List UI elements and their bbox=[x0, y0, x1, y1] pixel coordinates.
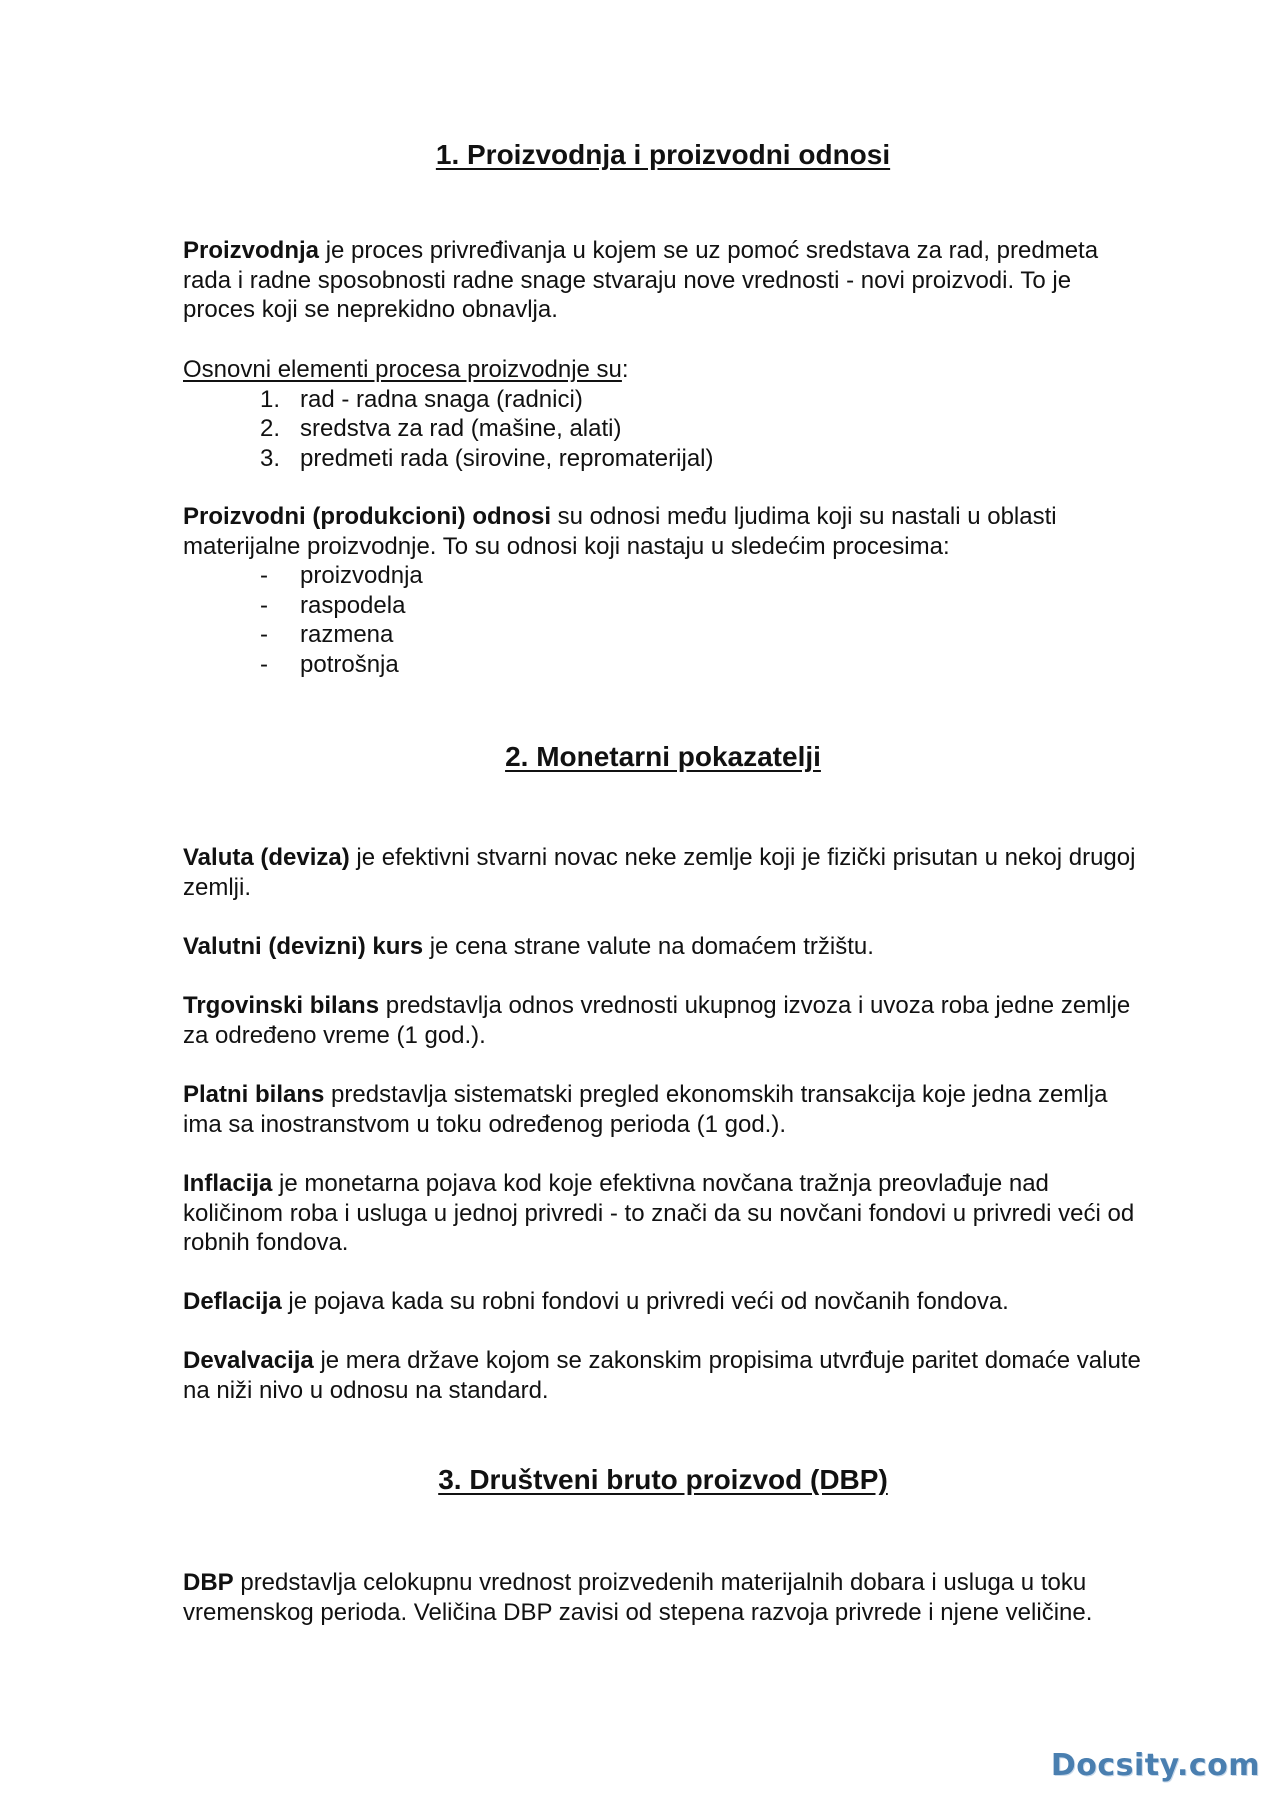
definition-trgovinski-bilans bbox=[183, 991, 1143, 1050]
list-dash: - bbox=[260, 621, 268, 648]
list-item-text: rad - radna snaga (radnici) bbox=[300, 385, 583, 413]
definition-text: je monetarna pojava kod koje efektivna novčana tražnja preovlađuje nad količinom roba i usluga u jednoj privredi - to znači da su novčani fondovi u privredi veći od robnih fondova. bbox=[183, 1170, 1135, 1256]
term: Inflacija bbox=[183, 1170, 273, 1197]
term-dbp: DBP bbox=[183, 1569, 234, 1596]
paragraph-proizvodnja bbox=[183, 236, 1143, 325]
definition-deflacija bbox=[183, 1287, 1143, 1317]
term: Deflacija bbox=[183, 1288, 282, 1315]
processes-list bbox=[183, 561, 1143, 679]
elements-colon: : bbox=[621, 356, 629, 383]
paragraph-odnosi bbox=[183, 502, 1143, 679]
list-item bbox=[183, 385, 1143, 415]
list-dash: - bbox=[260, 562, 268, 589]
definition-devalvacija bbox=[183, 1346, 1143, 1405]
definition-dbp: predstavlja celokupnu vrednost proizvedenih materijalnih dobara i usluga u toku vremenskog perioda. Veličina DBP zavisi od stepena razvoja privrede i njene veličine. bbox=[183, 1569, 1093, 1626]
definition-proizvodnja: je proces privređivanja u kojem se uz pomoć sredstava za rad, predmeta rada i radne sposobnosti radne snage stvaraju nove vrednosti - novi proizvodi. To je proces koji se neprekidno obnavlja. bbox=[183, 237, 1099, 323]
list-item-text: razmena bbox=[300, 621, 394, 648]
paragraph-dbp bbox=[183, 1568, 1143, 1627]
list-number: 1. bbox=[260, 385, 281, 413]
definition-text: predstavlja odnos vrednosti ukupnog izvoza i uvoza roba jedne zemlje za određeno vreme (1 god.). bbox=[183, 992, 1131, 1049]
elements-label: Osnovni elementi procesa proizvodnje su bbox=[183, 356, 622, 383]
definition-proizvodni-odnosi: su odnosi među ljudima koji su nastali u oblasti materijalne proizvodnje. To su odnosi koji nastaju u sledećim procesima: bbox=[183, 503, 1057, 560]
definition-valuta bbox=[183, 843, 1143, 902]
list-dash: - bbox=[260, 650, 268, 678]
list-dash: - bbox=[260, 591, 268, 619]
term: Platni bilans bbox=[183, 1081, 325, 1108]
list-item bbox=[183, 650, 1143, 680]
list-item-text: predmeti rada (sirovine, repromaterijal) bbox=[300, 444, 714, 472]
list-item-text: proizvodnja bbox=[300, 562, 423, 589]
list-item-text: potrošnja bbox=[300, 650, 399, 678]
list-item-text: sredstva za rad (mašine, alati) bbox=[300, 415, 622, 442]
elements-block bbox=[183, 355, 1143, 473]
term: Valuta (deviza) bbox=[183, 844, 350, 871]
term: Trgovinski bilans bbox=[183, 992, 380, 1019]
list-item-text: raspodela bbox=[300, 591, 406, 619]
definition-text: je cena strane valute na domaćem tržištu. bbox=[423, 933, 874, 960]
definition-text: je pojava kada su robni fondovi u privredi veći od novčanih fondova. bbox=[281, 1288, 1009, 1315]
section-1-title: 1. Proizvodnja i proizvodni odnosi bbox=[435, 139, 891, 170]
term: Valutni (devizni) kurs bbox=[183, 933, 424, 960]
list-item bbox=[183, 591, 1143, 621]
term-proizvodni-odnosi: Proizvodni (produkcioni) odnosi bbox=[183, 503, 551, 530]
list-item bbox=[183, 620, 1143, 650]
list-item bbox=[183, 414, 1143, 444]
definition-kurs bbox=[183, 932, 1143, 962]
section-2-title: 2. Monetarni pokazatelji bbox=[505, 741, 821, 772]
section-3-title: 3. Društveni bruto proizvod (DBP) bbox=[438, 1464, 888, 1495]
docsity-watermark: Docsity.com bbox=[1050, 1748, 1260, 1783]
term: Devalvacija bbox=[183, 1347, 314, 1374]
definition-text: je efektivni stvarni novac neke zemlje koji je fizički prisutan u nekoj drugoj zemlji. bbox=[183, 844, 1136, 901]
definition-text: je mera države kojom se zakonskim propisima utvrđuje paritet domaće valute na niži nivo u odnosu na standard. bbox=[183, 1347, 1141, 1404]
list-item bbox=[183, 561, 1143, 591]
list-item bbox=[183, 444, 1143, 474]
definition-platni-bilans bbox=[183, 1080, 1143, 1139]
list-number: 2. bbox=[260, 415, 281, 442]
list-number: 3. bbox=[260, 444, 281, 472]
term-proizvodnja: Proizvodnja bbox=[183, 237, 320, 264]
definition-inflacija bbox=[183, 1169, 1143, 1258]
definition-text: predstavlja sistematski pregled ekonomskih transakcija koje jedna zemlja ima sa inostranstvom u toku određenog perioda (1 god.). bbox=[183, 1081, 1108, 1138]
elements-list bbox=[183, 385, 1143, 474]
